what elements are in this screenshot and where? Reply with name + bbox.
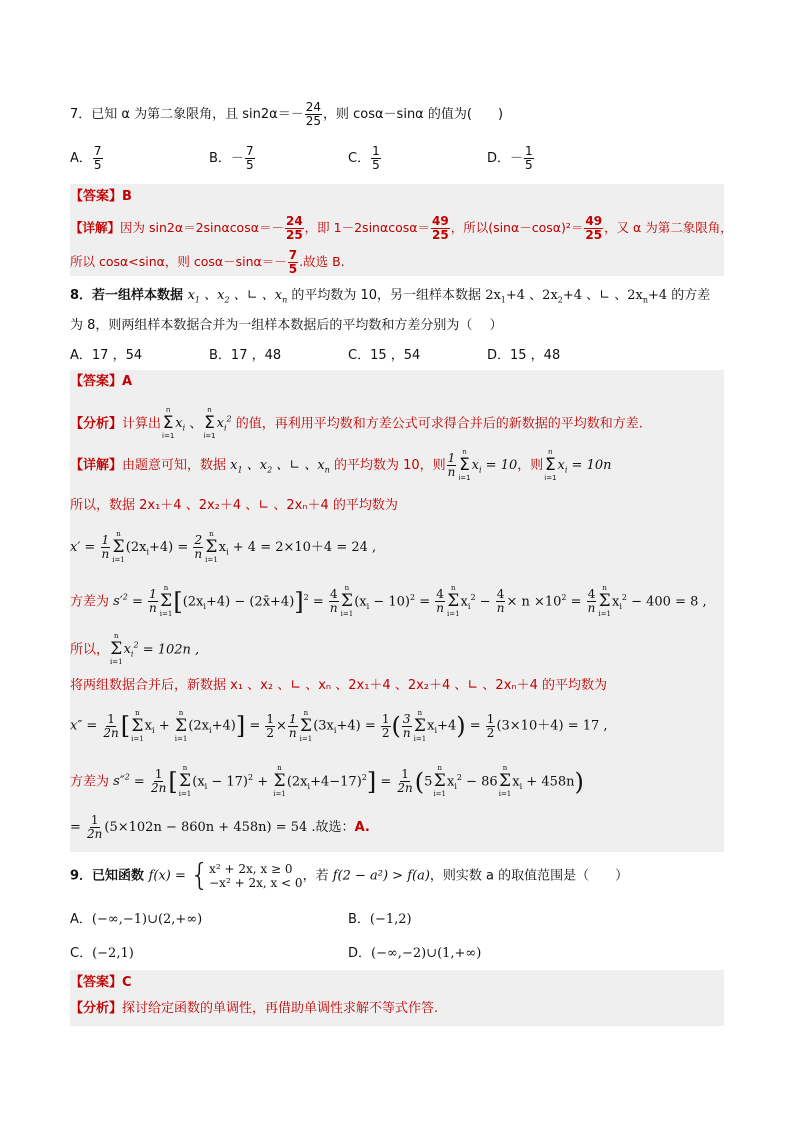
q7-stem: 7．已知 α 为第二象限角，且 sin2α＝－ $\frac{24}{25}$ ，则 cosα－sinα 的值为( ) [70,100,504,128]
q8-option-b: B．17 ，48 [209,348,282,363]
q8-stem-line2: 为 8，则两组样本数据合并为一组样本数据后的平均数和方差分别为（ ） [70,318,503,333]
q9-option-b: B．(−1,2) [348,912,412,927]
q9-option-a: A．(−∞,−1)∪(2,+∞) [70,912,203,927]
q7-answer: 【答案】B [70,189,132,204]
q8-variance-equation: 方差为 $s'^2$ = $\frac{1}{n}$ n Σ i=1 [$(2x_i+4)$ − (2x̄+4)]$^2$ = $\frac{4}{n}$ n Σ i=1 $(x_i - 10)^2$ = $\frac{4}{n}$ n Σ i=1 $x_i^2$ − $\frac{4}{n}$ × $n \times 10^2$ = $\frac{4}{n}$ n Σ i=1 $x_i^2 - 400 = 8$ , [70,584,707,619]
q8-merge-variance: 方差为 s″$^2$ = $\frac{1}{2n}$ [ n Σ i=1 $(x_i - 17)^2$ + n Σ i=1 $(2x_i+4-17)^2$] = $\frac{1}{2n}$ (5 n Σ i=1 $x_i^2 - 86$ n Σ i=1 $x_i + 458n$) [70,764,584,799]
q7-option-a: A． $\frac{7}{5}$ [70,144,102,172]
q8-analysis: 【分析】计算出 n Σ i=1 $x_i$ 、 n Σ i=1 $x_i^2$ 的值，再利用平均数和方差公式可求得合并后的新数据的平均数和方差. [70,406,643,441]
q9-analysis: 【分析】探讨给定函数的单调性，再借助单调性求解不等式作答. [70,1001,439,1016]
q7-detail-line2: 所以 cosα<sinα，则 cosα－sinα＝－ $\frac{7}{5}$ .故选 B. [70,248,345,276]
q8-detail-line1: 【详解】由题意可知，数据 $x_1$ 、$x_2$ 、∟ 、$x_n$ 的平均数为 10，则 $\frac{1}{n}$ n Σ i=1 $x_i = 10$，则 n Σ i=1 $x_i = 10n$ [70,448,612,482]
q7-option-c: C． $\frac{1}{5}$ [348,144,380,172]
q8-merge-text: 将两组数据合并后，新数据 x₁ 、x₂ 、∟ 、xₙ 、2x₁＋4 、2x₂＋4 、∟ 、2xₙ＋4 的平均数为 [70,678,607,693]
q9-option-c: C．(−2,1) [70,946,134,961]
q8-answer: 【答案】A [70,374,133,389]
q8-detail-line2: 所以，数据 2x₁＋4 、2x₂＋4 、∟ 、2xₙ＋4 的平均数为 [70,498,398,513]
q8-option-c: C．15 ，54 [348,348,421,363]
q7-detail-line1: 【详解】因为 sin2α＝2sinαcosα＝－ $\frac{24}{25}$ ，即 1－2sinαcosα＝ $\frac{49}{25}$ ，所以(sinα－cosα)²＝ $\frac{49}{25}$ ，又 α 为第二象限角， [70,214,733,242]
q8-option-d: D．15 ，48 [487,348,561,363]
q8-merge-mean: x″ = $\frac{1}{2n}$ [ n Σ i=1 $x_i$ + n Σ i=1 $(2x_i+4)$] = $\frac{1}{2}$ × $\frac{1}{n}$ n Σ i=1 $(3x_i+4)$ = $\frac{1}{2}$ ( $\frac{3}{n}$ n Σ i=1 $x_i+4$) = $\frac{1}{2}$ (3×10＋4) = 17 , [70,708,608,743]
q8-final: = $\frac{1}{2n}$ (5×102n − 860n + 458n) = 54 .故选：A. [70,813,370,841]
q9-answer: 【答案】C [70,975,132,990]
q9-stem: 9．已知函数 f(x) = { x² + 2x, x ≥ 0 −x² + 2x, x < 0 ，若 f(2 − a²) > f(a)，则实数 a 的取值范围是（ ） [70,858,629,893]
q8-sum-square: 所以， n Σ i=1 $x_i^2 = 102n$ , [70,632,200,667]
q7-option-b: B．－ $\frac{7}{5}$ [209,144,254,172]
fraction: $\frac{24}{25}$ [305,100,321,128]
q9-option-d: D．(−∞,−2)∪(1,+∞) [348,946,482,961]
q7-option-d: D．－ $\frac{1}{5}$ [487,144,533,172]
q8-mean-equation: x′ = $\frac{1}{n}$ n Σ i=1 $(2x_i+4)$ = $\frac{2}{n}$ n Σ i=1 $x_i + 4 = 2\times 10+4 = 24$ , [70,530,377,564]
q8-option-a: A．17 ，54 [70,348,143,363]
q8-stem-line1: 8．若一组样本数据 $x_1$ 、$x_2$ 、∟ 、$x_n$ 的平均数为 10，另一组样本数据 $2x_1+4$ 、$2x_2+4$ 、∟ 、$2x_n+4$ 的方差 [70,288,711,305]
